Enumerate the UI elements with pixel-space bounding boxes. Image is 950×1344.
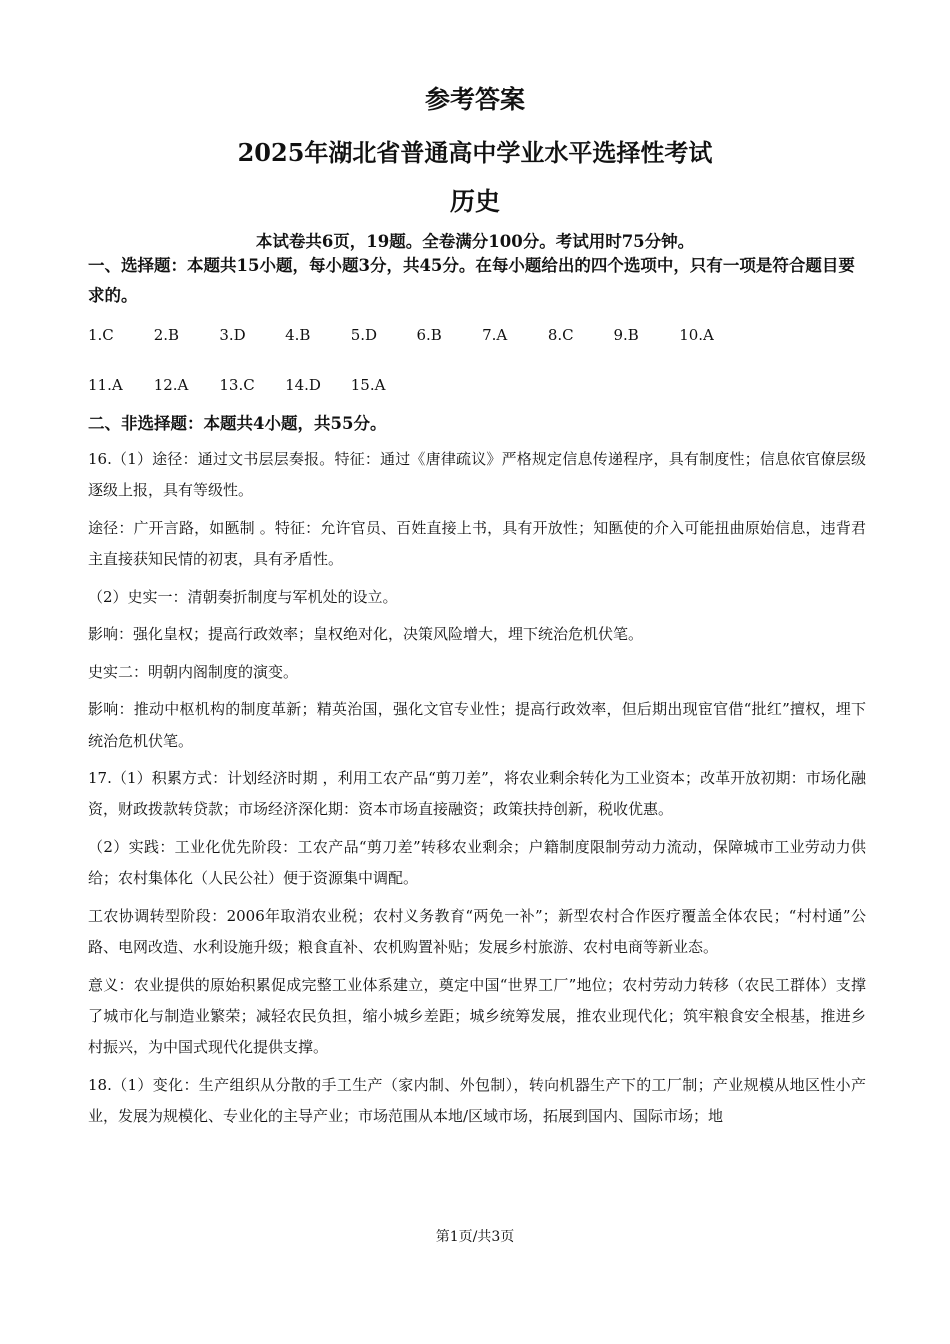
doc-label: 参考答案 [424,85,525,114]
answer-paragraph: 工农协调转型阶段：2006年取消农业税；农村义务教育“两免一补”；新型农村合作医疗覆盖全体农民；“村村通”公路、电网改造、水利设施升级；粮食直补、农机购置补贴；发展乡村旅游、农村电商等新业态。 [88,906,866,956]
answer-paragraph: （2）史实一：清朝奏折制度与军机处的设立。 [88,587,398,606]
answer-item: 12.A [153,376,189,394]
page-indicator: 第1页/共3页 [435,1229,515,1245]
answer-paragraph: 17.（1）积累方式：计划经济时期 ，利用工农产品“剪刀差”，将农业剩余转化为工业资本；改革开放初期：市场化融资，财政拨款转贷款；市场经济深化期：资本市场直接融资；政策扶持创新，税收优惠。 [88,769,866,819]
answer-item: 4.B [285,326,311,344]
answer-item: 2.B [153,326,180,344]
answer-paragraph: 18.（1）变化：生产组织从分散的手工生产（家内制、外包制），转向机器生产下的工厂制；产业规模从地区性小产业，发展为规模化、专业化的主导产业；市场范围从本地/区域市场，拓展到国内、国际市场；地 [88,1075,866,1125]
answer-item: 7.A [482,326,508,344]
answer-paragraph: 史实二：明朝内阁制度的演变。 [88,662,299,681]
answer-item: 11.A [88,376,123,394]
answer-item: 13.C [219,376,255,394]
answer-item: 5.D [350,326,378,344]
answer-item: 3.D [219,326,246,344]
answer-paragraph: 16.（1）途径：通过文书层层奏报。特征：通过《唐律疏议》严格规定信息传递程序，具有制度性；信息依官僚层级逐级上报，具有等级性。 [88,450,866,500]
answer-item: 15.A [350,376,386,394]
subject-title: 历史 [449,187,500,216]
section1-heading: 一、选择题：本题共15小题，每小题3分，共45分。在每小题给出的四个选项中，只有一项是符合题目要求的。 [88,256,855,305]
section2-heading: 二、非选择题：本题共4小题，共55分。 [88,414,387,433]
exam-note: 本试卷共6页，19题。全卷满分100分。考试用时75分钟。 [255,232,695,251]
answer-item: 14.D [285,376,321,394]
answer-item: 10.A [679,326,714,344]
answers-row-1 [88,326,745,344]
answer-paragraph: （2）实践：工业化优先阶段：工农产品“剪刀差”转移农业剩余；户籍制度限制劳动力流动，保障城市工业劳动力供给；农村集体化（人民公社）便于资源集中调配。 [88,837,866,888]
section2-body [88,444,866,1138]
answer-paragraph: 影响：强化皇权；提高行政效率；皇权绝对化，决策风险增大，埋下统治危机伏笔。 [88,625,644,644]
answer-item: 1.C [88,326,114,344]
answer-item: 8.C [547,326,574,344]
answers-row-2 [88,376,416,394]
answer-paragraph: 途径：广开言路，如匦制 。特征：允许官员、百姓直接上书，具有开放性；知匦使的介入可能扭曲原始信息，违背君主直接获知民情的初衷，具有矛盾性。 [88,518,866,568]
answer-paragraph: 意义：农业提供的原始积累促成完整工业体系建立，奠定中国“世界工厂”地位；农村劳动力转移（农民工群体）支撑了城市化与制造业繁荣；减轻农民负担，缩小城乡差距；城乡统筹发展，推农业现代化；筑牢粮食安全根基，推进乡村振兴，为中国式现代化提供支撑。 [88,975,866,1056]
answer-paragraph: 影响：推动中枢机构的制度革新；精英治国，强化文官专业性；提高行政效率，但后期出现宦官借“批红”擅权，埋下统治危机伏笔。 [88,700,866,750]
answer-item: 6.B [416,326,442,344]
answer-item: 9.B [613,326,639,344]
exam-title: 2025年湖北省普通高中学业水平选择性考试 [237,138,713,167]
